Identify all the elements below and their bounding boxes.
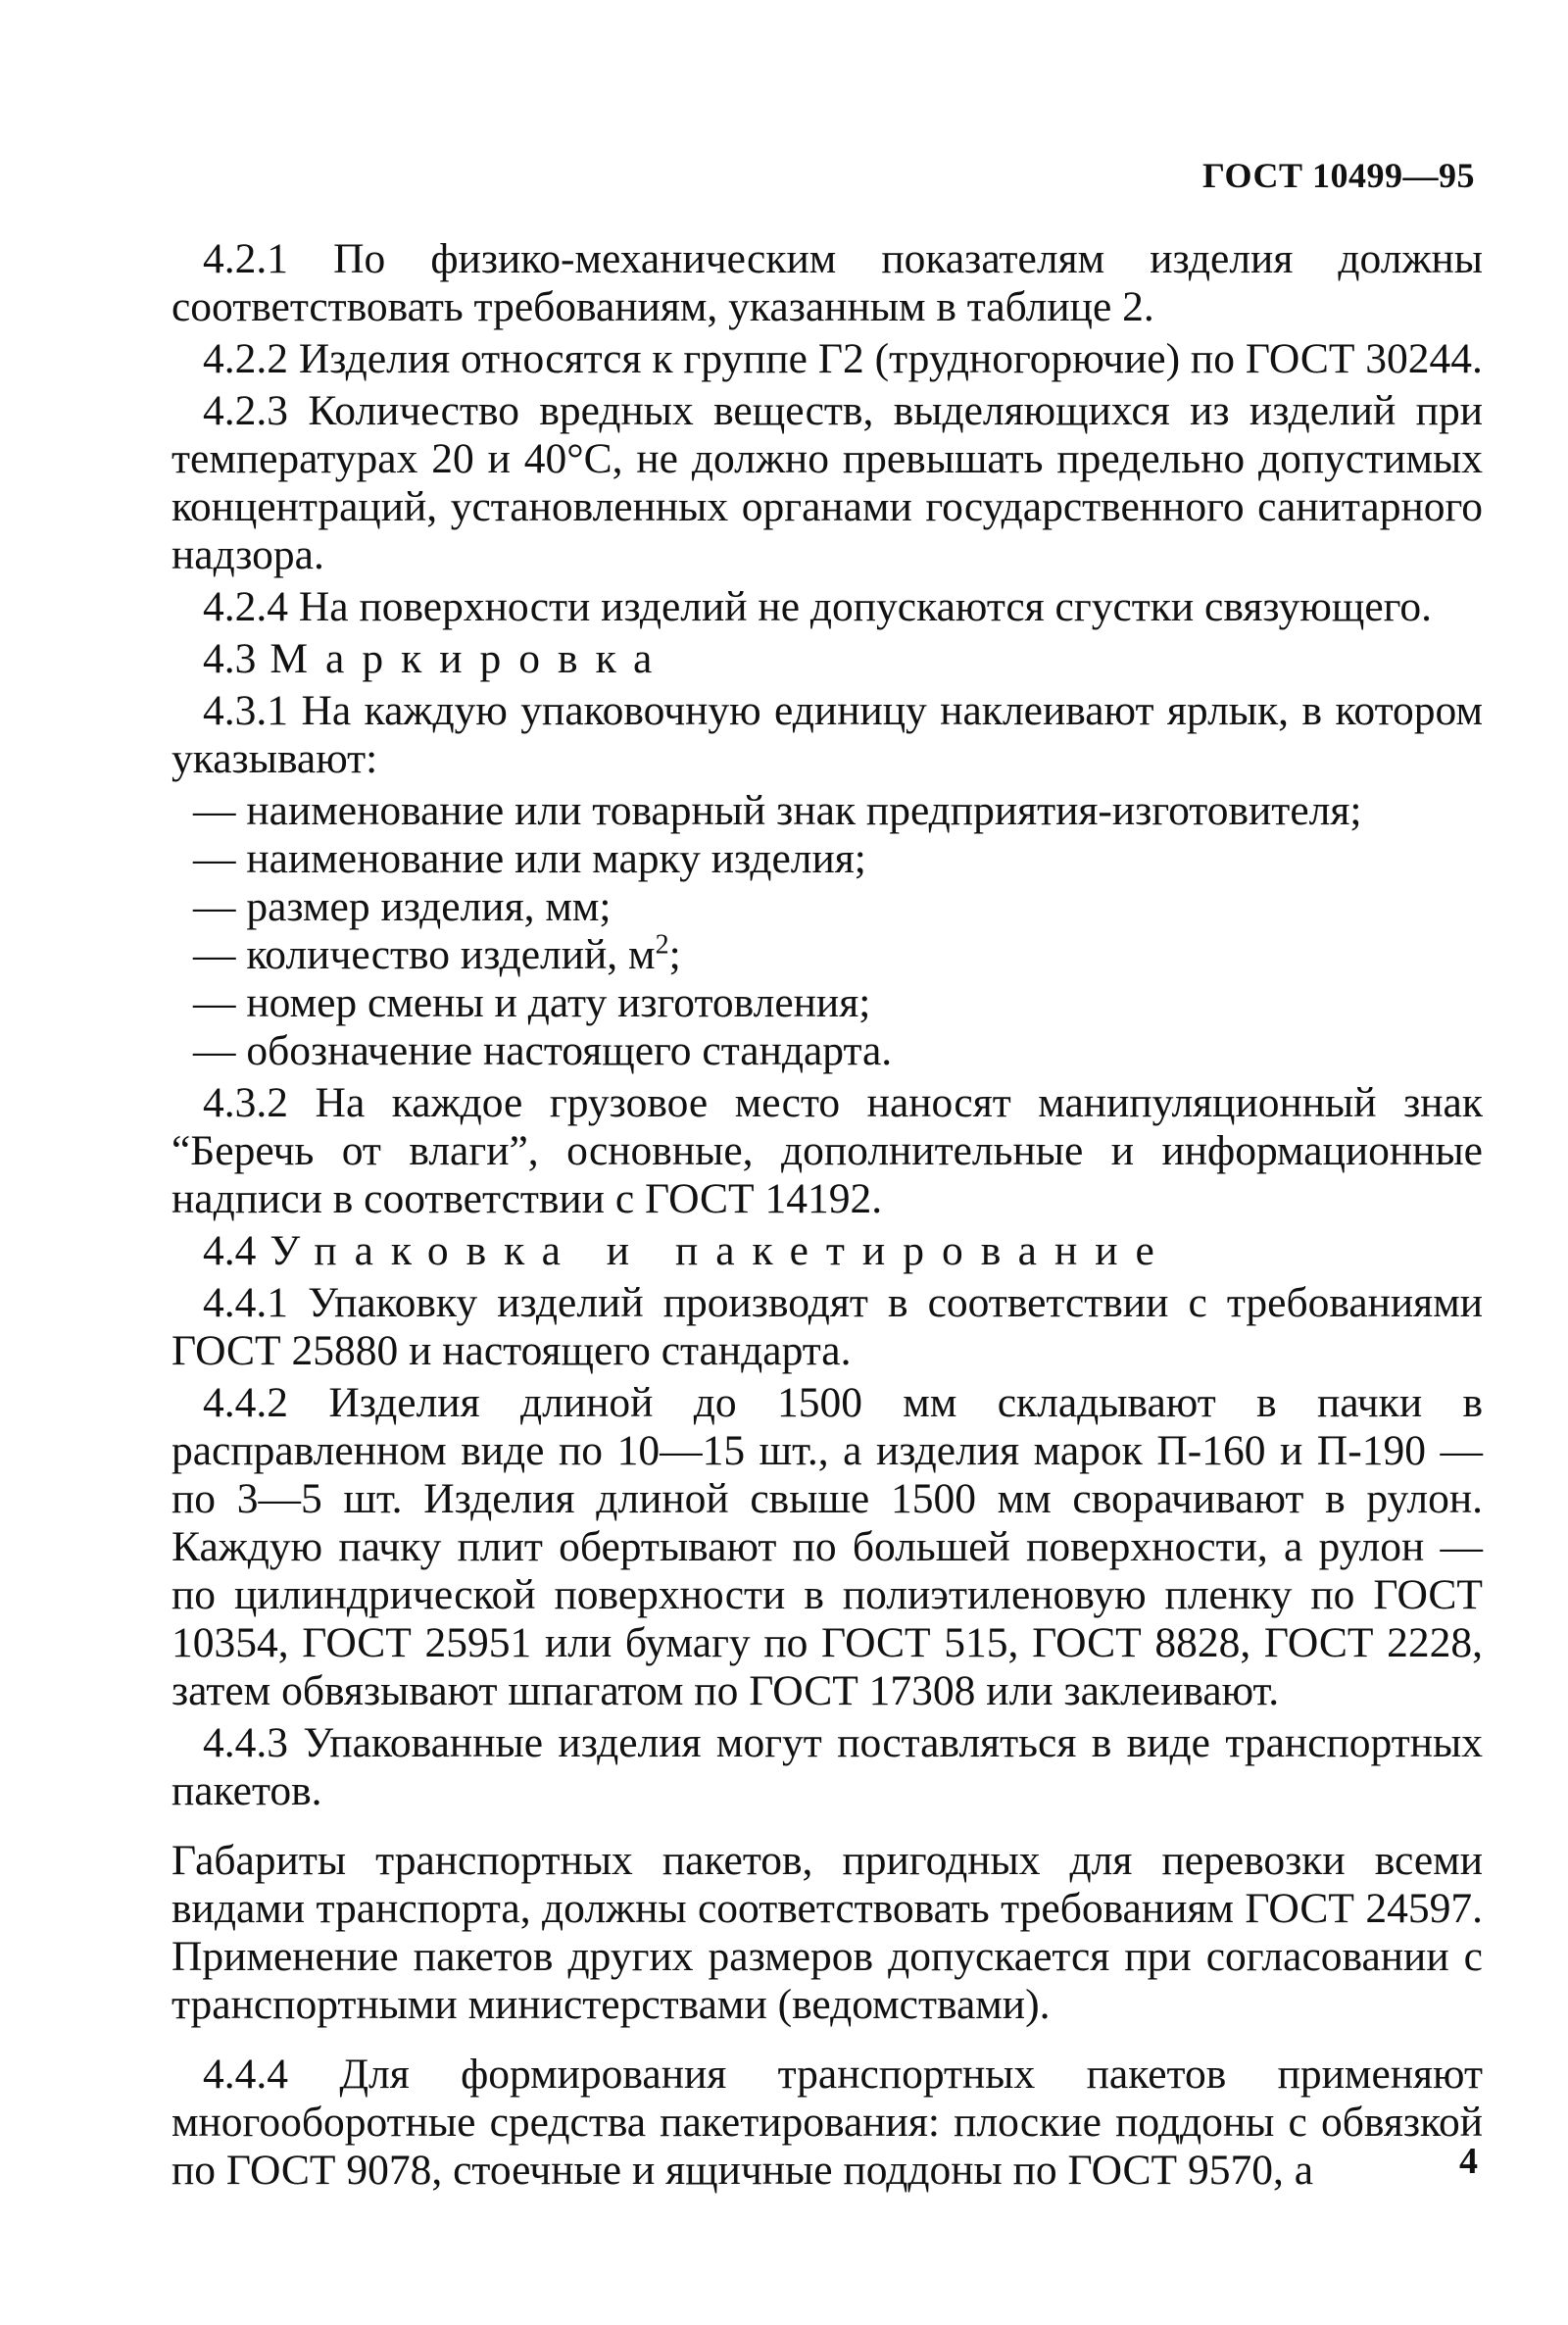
paragraph-4-2-1: 4.2.1 По физико-механическим показателям изделия должны соответствовать требованиям, указанным в таблице 2. (172, 235, 1483, 330)
section-heading-marking (172, 635, 1483, 683)
document-body (172, 235, 1483, 2199)
paragraph-4-2-4: 4.2.4 На поверхности изделий не допускаются сгустки связующего. (203, 583, 1433, 630)
paragraph-4-2-3: 4.2.3 Количество вредных веществ, выделяющихся из изделий при температурах 20 и 40°С, не должно превышать предельно допустимых концентраций, установленных органами государственного санитарного надзора. (172, 387, 1483, 578)
list-item: — номер смены и дату изготовления; (193, 979, 871, 1026)
paragraph-4-4-1: 4.4.1 Упаковку изделий производят в соответствии с требованиями ГОСТ 25880 и настоящего стандарта. (172, 1279, 1483, 1374)
list-item (172, 931, 1483, 979)
list-item: — наименование или товарный знак предприятия-изготовителя; (193, 787, 1362, 834)
section-title: Маркировка (270, 635, 670, 682)
paragraph-4-3-2: 4.3.2 На каждое грузовое место наносят манипуляционный знак “Беречь от влаги”, основные, дополнительные и информационные надписи в соответствии с ГОСТ 14192. (172, 1079, 1483, 1222)
list-item-tail: ; (668, 931, 681, 978)
paragraph-4-4-2: 4.4.2 Изделия длиной до 1500 мм складывают в пачки в расправленном виде по 10—15 шт., а изделия марок П-160 и П-190 — по 3—5 шт. Изделия длиной свыше 1500 мм сворачивают в рулон. Каждую пачку плит обертывают по большей поверхности, а рулон — по цилиндрической поверхности в полиэтиленовую пленку по ГОСТ 10354, ГОСТ 25951 или бумагу по ГОСТ 515, ГОСТ 8828, ГОСТ 2228, затем обвязывают шпагатом по ГОСТ 17308 или заклеивают. (172, 1379, 1483, 1714)
paragraph-4-4-3: 4.4.3 Упакованные изделия могут поставляться в виде транспортных пакетов. (172, 1719, 1483, 1814)
section-number: 4.4 (203, 1227, 257, 1274)
list-item: — размер изделия, мм; (193, 883, 612, 930)
paragraph-4-2-2: 4.2.2 Изделия относятся к группе Г2 (трудногорючие) по ГОСТ 30244. (203, 335, 1483, 382)
page-number: 4 (1459, 2141, 1478, 2182)
superscript: 2 (655, 929, 669, 961)
section-title: Упаковка и пакетирование (270, 1227, 1172, 1274)
page-header-standard: ГОСТ 10499—95 (1202, 156, 1475, 195)
section-heading-packaging (172, 1227, 1483, 1275)
section-number: 4.3 (203, 635, 257, 682)
list-item-text: — количество изделий, м (193, 931, 656, 978)
paragraph-4-4-4: 4.4.4 Для формирования транспортных пакетов применяют многооборотные средства пакетирования: плоские поддоны с обвязкой по ГОСТ 9078, стоечные и ящичные поддоны по ГОСТ 9570, а (172, 2051, 1483, 2194)
paragraph-4-4-3-continued: Габариты транспортных пакетов, пригодных для перевозки всеми видами транспорта, должны соответствовать требованиям ГОСТ 24597. Применение пакетов других размеров допускается при согласовании с транспортными министерствами (ведомствами). (172, 1837, 1483, 2028)
list-item: — наименование или марку изделия; (193, 835, 866, 882)
list-item: — обозначение настоящего стандарта. (193, 1027, 893, 1074)
paragraph-4-3-1: 4.3.1 На каждую упаковочную единицу наклеивают ярлык, в котором указывают: (172, 687, 1483, 782)
